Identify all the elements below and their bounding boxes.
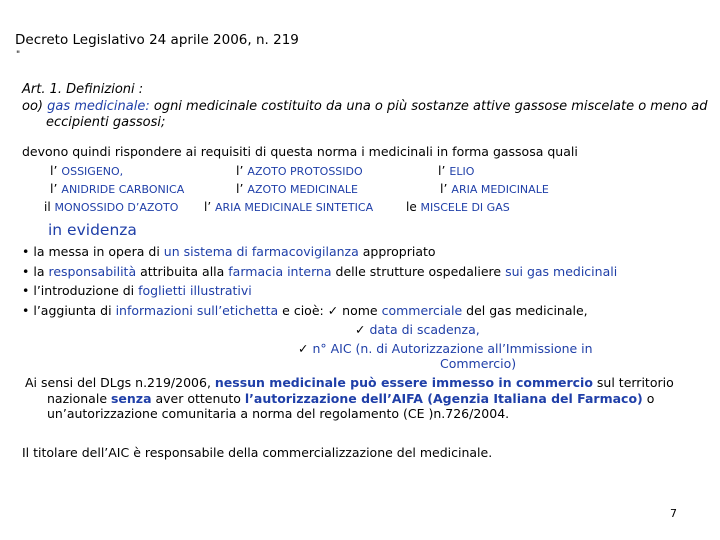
check-item: ✓ data di scadenza, xyxy=(355,322,480,337)
checkmark-icon: ✓ xyxy=(327,303,339,318)
gas-item: l’ ELIO xyxy=(438,163,475,178)
gas-item: l’ AZOTO MEDICINALE xyxy=(236,181,358,196)
article-heading: Art. 1. Definizioni : xyxy=(22,82,144,97)
gas-item: il MONOSSIDO D’AZOTO xyxy=(44,200,179,214)
gas-item: l’ OSSIGENO, xyxy=(50,163,124,178)
definition-line-2: eccipienti gassosi; xyxy=(46,115,166,130)
page-number: 7 xyxy=(670,507,677,520)
in-evidenza-heading: in evidenza xyxy=(48,221,137,239)
bullet-item: • l’aggiunta di informazioni sull’etichetta e cioè: ✓ nome commerciale del gas medicinale, xyxy=(22,303,588,318)
dlgs-line: Ai sensi del DLgs n.219/2006, nessun medicinale può essere immesso in commercio sul territorio xyxy=(25,375,674,390)
titolare-text: Il titolare dell’AIC è responsabile della commercializzazione del medicinale. xyxy=(22,445,493,460)
definition-prefix: oo) xyxy=(22,99,48,114)
dlgs-line-3: un’autorizzazione comunitaria a norma del regolamento (CE )n.726/2004. xyxy=(47,406,510,421)
dlgs-line-2: nazionale senza aver ottenuto l’autorizzazione dell’AIFA (Agenzia Italiana del Farmaco) o xyxy=(47,391,655,406)
checkmark-icon: ✓ xyxy=(355,322,366,337)
checkmark-icon: ✓ xyxy=(298,341,309,356)
definition-term: gas medicinale: xyxy=(47,99,150,114)
gas-item: le MISCELE DI GAS xyxy=(406,200,510,214)
gas-item: l’ ANIDRIDE CARBONICA xyxy=(50,181,185,196)
bullet-item: • la responsabilità attribuita alla farmacia interna delle strutture ospedaliere sui gas medicinali xyxy=(22,264,618,279)
gas-item: l’ ARIA MEDICINALE xyxy=(440,181,549,196)
gas-item: l’ AZOTO PROTOSSIDO xyxy=(236,163,363,178)
check-item: ✓ n° AIC (n. di Autorizzazione all’Immissione in xyxy=(298,341,593,356)
document-title: Decreto Legislativo 24 aprile 2006, n. 219 xyxy=(15,32,299,48)
bullet-item: • l’introduzione di foglietti illustrativi xyxy=(22,283,252,298)
check-item-line-2: Commercio) xyxy=(440,356,517,371)
definition-line xyxy=(22,99,708,114)
quote-mark: " xyxy=(16,50,21,60)
gas-item: l’ ARIA MEDICINALE SINTETICA xyxy=(204,200,374,214)
bullet-item: • la messa in opera di un sistema di farmacovigilanza appropriato xyxy=(22,244,436,259)
definition-text: ogni medicinale costituito da una o più sostanze attive gassose miscelate o meno ad xyxy=(149,99,708,114)
intro-text: devono quindi rispondere ai requisiti di questa norma i medicinali in forma gassosa quali xyxy=(22,144,578,159)
